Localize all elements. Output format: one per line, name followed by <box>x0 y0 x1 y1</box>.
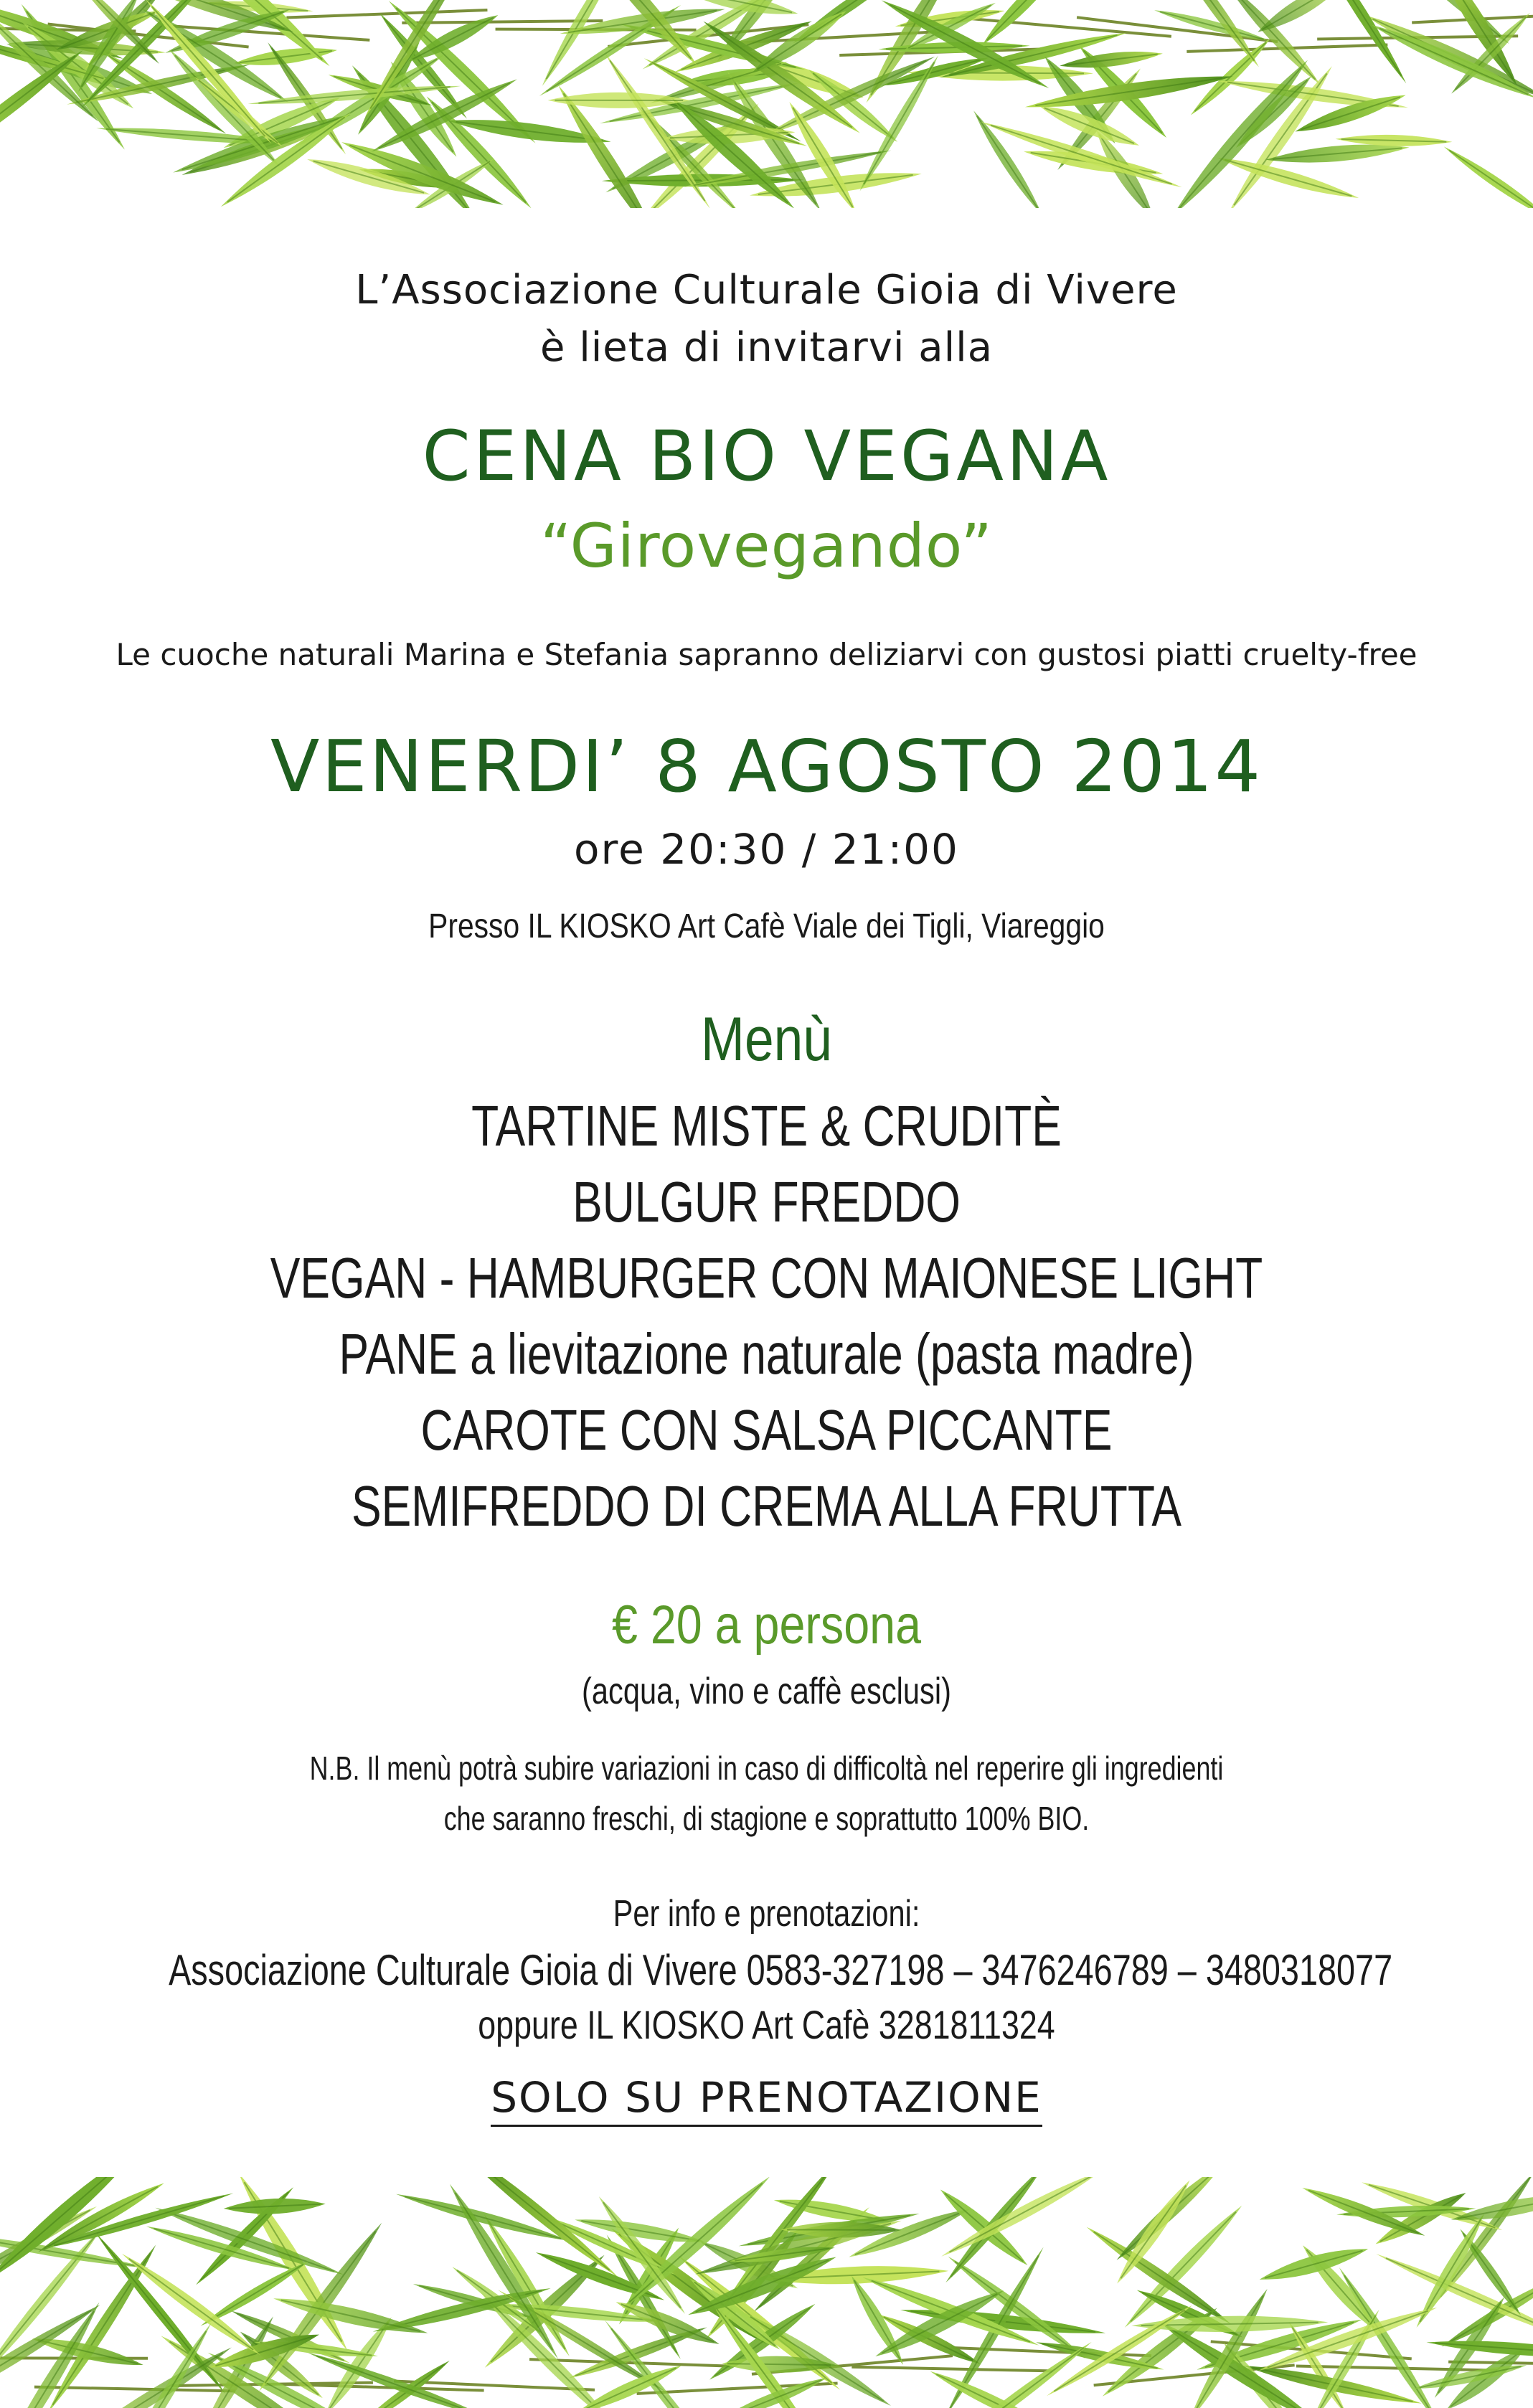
bamboo-leaves-bottom <box>0 2177 1533 2408</box>
bamboo-stem <box>286 10 487 18</box>
menu-item: BULGUR FREDDO <box>572 1170 961 1234</box>
bamboo-leaf <box>1306 0 1411 86</box>
menu-heading: Menù <box>701 1005 832 1074</box>
bamboo-leaf-vein <box>206 2265 303 2323</box>
bamboo-leaf-vein <box>1449 151 1533 208</box>
event-subtitle: “Girovegando” <box>540 511 993 581</box>
reservation-note <box>0 2073 1533 2127</box>
intro-line-1: L’Associazione Culturale Gioia di Vivere <box>355 267 1178 313</box>
menu-item: TARTINE MISTE & CRUDITÈ <box>471 1094 1062 1158</box>
intro-line-2: è lieta di invitarvi alla <box>539 324 994 371</box>
bamboo-leaves-bottom-art <box>0 2177 1533 2408</box>
event-date: VENERDI’ 8 AGOSTO 2014 <box>270 724 1263 808</box>
reservation-only-text: SOLO SU PRENOTAZIONE <box>491 2073 1042 2127</box>
bamboo-leaf-vein <box>1420 2219 1481 2322</box>
event-time: ore 20:30 / 21:00 <box>574 825 959 874</box>
nb-note-line-1: N.B. Il menù potrà subire variazioni in caso di difficoltà nel reperire gli ingredienti <box>309 1750 1224 1787</box>
bamboo-leaves-top-art <box>0 0 1533 208</box>
price-note: (acqua, vino e caffè esclusi) <box>582 1671 951 1712</box>
info-kiosko-contact: oppure IL KIOSKO Art Cafè 3281811324 <box>478 2002 1055 2047</box>
nb-note-line-2: che saranno freschi, di stagione e soprattutto 100% BIO. <box>443 1800 1090 1837</box>
menu-item: SEMIFREDDO DI CREMA ALLA FRUTTA <box>352 1474 1181 1538</box>
info-label: Per info e prenotazioni: <box>613 1893 920 1935</box>
event-title: CENA BIO VEGANA <box>422 416 1111 496</box>
menu-item: CAROTE CON SALSA PICCANTE <box>420 1398 1113 1462</box>
bamboo-stem <box>852 2367 1052 2371</box>
cooks-description: Le cuoche naturali Marina e Stefania sapranno deliziarvi con gustosi piatti cruelty-free <box>115 637 1418 672</box>
menu-item: PANE a lievitazione naturale (pasta madre) <box>339 1322 1194 1386</box>
bamboo-leaf-vein <box>1440 2178 1530 2297</box>
bamboo-leaves-top <box>0 0 1533 208</box>
event-place: Presso IL KIOSKO Art Cafè Viale dei Tigli, Viareggio <box>428 907 1105 945</box>
price: € 20 a persona <box>611 1595 922 1656</box>
bamboo-leaf-vein <box>1160 11 1264 39</box>
info-association-contacts: Associazione Culturale Gioia di Vivere 0583-327198 – 3476246789 – 3480318077 <box>169 1946 1393 1994</box>
menu-item: VEGAN - HAMBURGER CON MAIONESE LIGHT <box>270 1246 1263 1310</box>
